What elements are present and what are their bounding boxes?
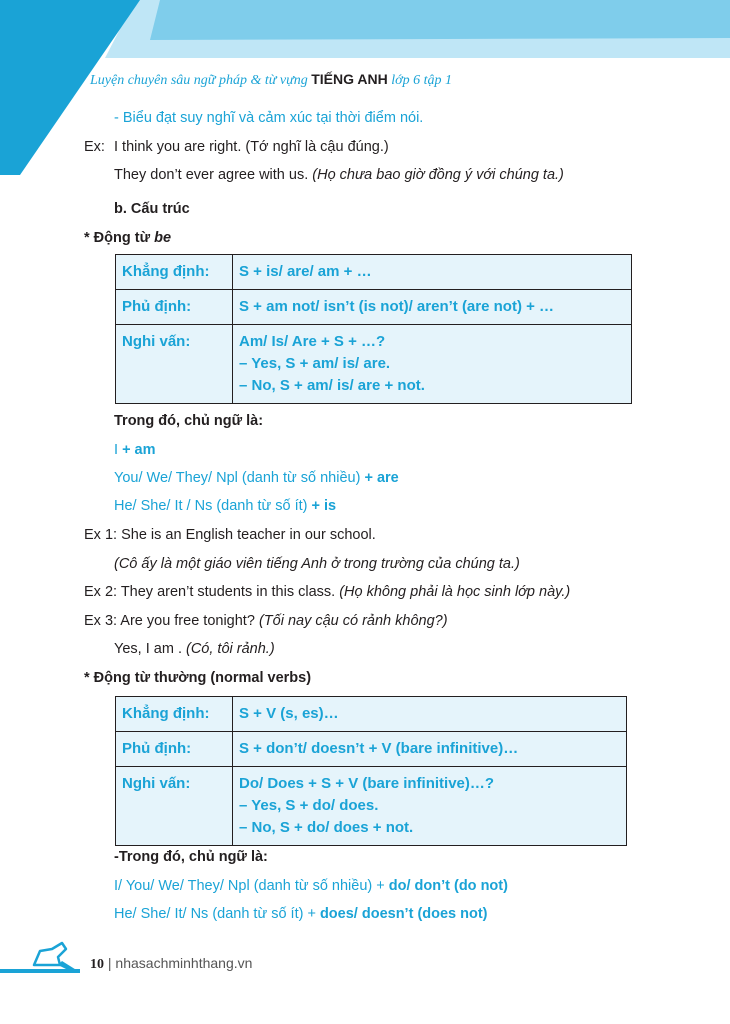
be-example-2: Ex 2: They aren’t students in this class. (Họ không phải là học sinh lớp này.)	[84, 584, 571, 600]
table-row	[116, 767, 627, 846]
formula-line: – Yes, S + am/ is/ are.	[239, 355, 391, 372]
table-row-label: Nghi vấn:	[116, 767, 233, 846]
table-row	[116, 732, 627, 767]
table-row	[116, 325, 632, 404]
formula-line: S + is/ are/ am + …	[239, 263, 372, 280]
table-row	[116, 290, 632, 325]
intro-example-1: Ex: I think you are right. (Tớ nghĩ là cậu đúng.)	[84, 139, 389, 155]
footer-website: nhasachminhthang.vn	[115, 955, 253, 971]
normal-subject-1: I/ You/ We/ They/ Npl (danh từ số nhiều) + do/ don’t (do not)	[114, 878, 508, 894]
normal-verbs-heading: * Động từ thường (normal verbs)	[84, 670, 312, 686]
table-row-formula	[233, 325, 632, 404]
table-row-formula	[233, 697, 627, 732]
be-subject-1: I + am	[114, 442, 156, 458]
table-row-label: Phủ định:	[116, 290, 233, 325]
intro-example-2: They don’t ever agree with us. (Họ chưa bao giờ đồng ý với chúng ta.)	[114, 167, 564, 183]
table-row-formula	[233, 767, 627, 846]
table-row	[116, 255, 632, 290]
page-header-title: Luyện chuyên sâu ngữ pháp & từ vựng TIẾNG ANH lớp 6 tập 1	[90, 71, 452, 88]
be-subject-heading: Trong đó, chủ ngữ là:	[114, 413, 264, 429]
normal-subject-heading: -Trong đó, chủ ngữ là:	[114, 849, 268, 865]
table-row-formula	[233, 290, 632, 325]
formula-line: – No, S + am/ is/ are + not.	[239, 377, 425, 394]
be-example-3-answer: Yes, I am . (Có, tôi rảnh.)	[114, 641, 275, 657]
be-example-3: Ex 3: Are you free tonight? (Tối nay cậu có rảnh không?)	[84, 613, 448, 629]
formula-line: – No, S + do/ does + not.	[239, 819, 414, 836]
page-footer: 10 | nhasachminhthang.vn	[90, 955, 253, 972]
formula-line: S + don’t/ doesn’t + V (bare infinitive)…	[239, 740, 519, 757]
normal-verbs-structure-table	[115, 696, 627, 846]
page-number: 10	[90, 957, 104, 972]
be-structure-table	[115, 254, 632, 404]
formula-line: S + am not/ isn’t (is not)/ aren’t (are not) + …	[239, 298, 555, 315]
table-row-formula	[233, 255, 632, 290]
table-row-label: Phủ định:	[116, 732, 233, 767]
be-subject-3: He/ She/ It / Ns (danh từ số ít) + is	[114, 498, 337, 514]
table-row-label: Khẳng định:	[116, 697, 233, 732]
intro-bullet: - Biểu đạt suy nghĩ và cảm xúc tại thời điểm nói.	[114, 110, 424, 126]
formula-line: S + V (s, es)…	[239, 705, 339, 722]
formula-line: – Yes, S + do/ does.	[239, 797, 379, 814]
structure-heading: b. Cấu trúc	[114, 201, 190, 217]
be-example-1-translation: (Cô ấy là một giáo viên tiếng Anh ở trong trường của chúng ta.)	[114, 556, 520, 572]
be-heading: * Động từ be	[84, 230, 172, 246]
formula-line: Do/ Does + S + V (bare infinitive)…?	[239, 775, 495, 792]
normal-subject-2: He/ She/ It/ Ns (danh từ số ít) + does/ doesn’t (does not)	[114, 906, 488, 922]
be-example-1: Ex 1: She is an English teacher in our school.	[84, 527, 376, 543]
table-row-label: Nghi vấn:	[116, 325, 233, 404]
table-row-label: Khẳng định:	[116, 255, 233, 290]
table-row-formula	[233, 732, 627, 767]
be-subject-2: You/ We/ They/ Npl (danh từ số nhiều) + are	[114, 470, 399, 486]
pen-hand-icon	[0, 935, 90, 985]
table-row	[116, 697, 627, 732]
formula-line: Am/ Is/ Are + S + …?	[239, 333, 386, 350]
